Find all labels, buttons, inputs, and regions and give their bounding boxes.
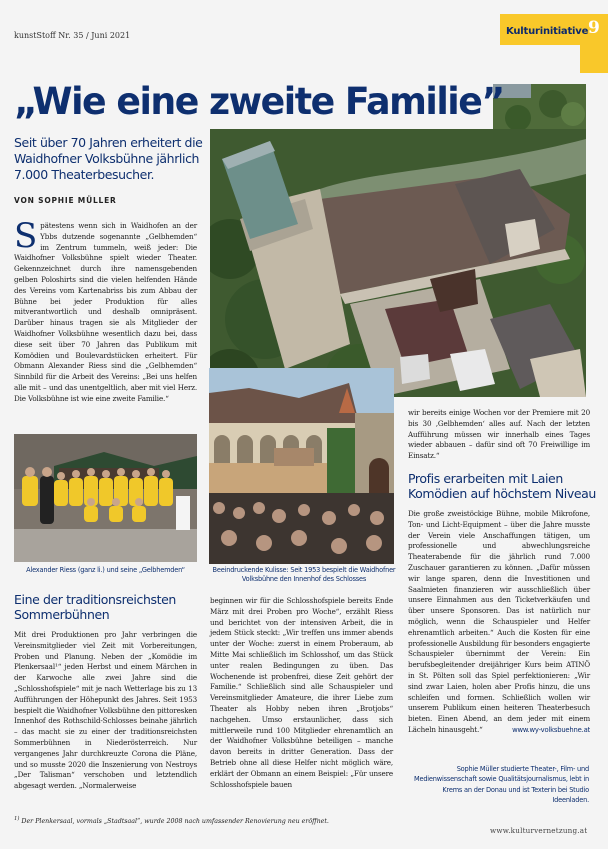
- article-author: VON SOPHIE MÜLLER: [14, 196, 117, 205]
- aerial-photo: [210, 129, 586, 397]
- section2-body: [408, 509, 590, 736]
- issue-info: kunstStoff Nr. 35 / Juni 2021: [14, 31, 131, 40]
- footnote-text: Der Plenkersaal, vormals „Stadtsaal“, wurde 2008 nach umfassender Renovierung neu eröffnet.: [21, 818, 329, 826]
- drop-cap: S: [14, 216, 38, 256]
- courtyard-photo-caption: Beeindruckende Kulisse: Seit 1953 bespielt die Waidhofner Volksbühne den Innenhof des Schlosses: [212, 566, 396, 583]
- courtyard-photo: [209, 368, 394, 564]
- courtyard-photo-graphic: [209, 368, 394, 564]
- footnote: [14, 816, 329, 825]
- group-photo: [14, 434, 197, 562]
- aerial-photo-graphic: [210, 129, 586, 397]
- section1-heading: Eine der traditionsreichsten Sommerbühnen: [14, 592, 176, 622]
- article-lead: Seit über 70 Jahren erheitert die Waidhofner Volksbühne jährlich 7.000 Theaterbesucher.: [14, 135, 203, 182]
- section2-text: Die große zweistöckige Bühne, mobile Mikrofone, Ton- und Licht-Equipment – über die Jahre musste der Verein viele Anschaffungen tätigen, um professionelle und abwechlungsreiche Theaterabende für die jährlich rund 7.000 Zuschauer garantieren zu können. „Dafür müssen wir lange sparen, denn die Investitionen und Saalmieten finanzieren wir ausschließlich über unsere Einnahmen aus den Ticketverkäufen und über unsere Sponsoren. Das ist natürlich nur möglich, wenn die Schauspieler und Helfer ehrenamtlich arbeiten.“ Auch die Kosten für eine professionelle Ausbildung für besonders engagierte Schauspieler übernimmt der Verein: Ein berufsbegleitender dreijähriger Kurs beim ATINÖ in St. Pölten soll das Spiel perfektionieren: „Wir sind zwar Laien, holen aber Profis hinzu, die uns schleifen und formen. Schließlich wollen wir unserem Publikum einen heiteren Theaterbesuch bieten. Einen Abend, an dem jeder mit einem Lächeln hinausgeht.“: [408, 509, 590, 734]
- intro-paragraph: [14, 216, 197, 405]
- article-title: „Wie eine zweite Familie”: [14, 80, 504, 123]
- section1-column2: beginnen wir für die Schlosshofspiele bereits Ende März mit drei Proben pro Woche“, erzählt Riess und berichtet von der intensiven Arbeit, die in jedem Stück steckt: „Wir treffen uns immer abends unter der Woche: zuerst in einem Proberaum, ab Mitte Mai schließlich im Schlosshof, um das Stück unter realen Bedingungen zu üben. Das Wochenende ist probenfrei, diese Zeit gehört der Familie.“ Schließlich sind alle Schauspieler und Vereinsmitglieder Amateure, die ihrer Liebe zum Theater als Hobby neben ihren „Brotjobs“ nachgehen. Umso erstaunlicher, dass sich mittlerweile rund 100 Mitglieder ehrenamtlich an der Waidhofner Volksbühne beteiligen – manche davon bereits in dritter Generation. Dass der Betrieb ohne all diese Helfer nicht möglich wäre, erklärt der Obmann an einem Beispiel: „Für unsere Schlosshofspiele bauen: [210, 596, 393, 789]
- page-number: 9: [588, 18, 600, 38]
- group-photo-caption: Alexander Riess (ganz li.) und seine „Gelbhemden“: [26, 566, 185, 574]
- section1-column3: wir bereits einige Wochen vor der Premiere mit 20 bis 30 ‚Gelbhemden‘ alles auf. Nach der letzten Aufführung müssen wir innerhalb eines Tages wieder abbauen – dafür sind oft 70 Freiwillige im Einsatz.“: [408, 408, 590, 461]
- author-bio: Sophie Müller studierte Theater-, Film- und Medienwissenschaft sowie Qualitätsjournalismus, lebt in Krems an der Donau und ist Texterin bei Studio Ideenladen.: [413, 765, 589, 804]
- section2-heading: Profis erarbeiten mit Laien Komödien auf höchstem Niveau: [408, 471, 596, 501]
- group-photo-graphic: [14, 434, 197, 562]
- section1-column1: Mit drei Produktionen pro Jahr verbringen die Vereinsmitglieder viel Zeit mit Vorbereitungen, Proben und Planung. Neben der „Komödie im Plenkersaal¹“ jeden Herbst und einem Märchen in der Karwoche alle zwei Jahre sind die „Schlosshofspiele“ mit je nach Wetterlage bis zu 13 Aufführungen der Höhepunkt des Jahres. Seit 1953 bespielt die Waidhofner Volksbühne den pittoresken Innenhof des Rothschild-Schlosses beinahe jährlich – das macht sie zu einer der traditionsreichsten Sommerbühnen in Niederösterreich. Nur vergangenes Jahr durchkreuzte Corona die Pläne, und so musste 2020 die Inszenierung von Nestroys „Der Talisman“ verschoben und letztendlich abgesagt werden. „Normalerweise: [14, 630, 197, 791]
- volksbuehne-link[interactable]: www.wy-volksbuehne.at: [512, 725, 590, 734]
- aerial-photo-top-graphic: [493, 84, 586, 130]
- footer-website[interactable]: www.kulturvernetzung.at: [490, 826, 588, 835]
- aerial-photo-top: [493, 84, 586, 130]
- intro-text: pätestens wenn sich in Waidhofen an der Ybbs dutzende sogenannte „Gelbhemden“ im Zentrum tummeln, weiß jeder: Die Waidhofner Volksbühne spielt wieder Theater. Gekennzeichnet durch ihre namensgebenden gelben Poloshirts sind die vielen helfenden Hände des Vereins vom Kartenabriss bis zum Abbau der Bühne bei jeder Produktion für alles mitverantwortlich und deshalb omnipräsent. Darüber hinaus tragen sie als Mitglieder der Waidhofner Volksbühne wesentlich dazu bei, dass diese seit über 70 Jahren das Publikum mit Komödien und Boulevardstücken erheitert. Für Obmann Alexander Riess sind die „Gelbhemden“ Sinnbild für die Arbeit des Vereins: „Bei uns helfen alle mit – und das unentgeltlich, aber mit viel Herz. Die Volksbühne ist wie eine zweite Familie.“: [14, 221, 197, 403]
- section-tab-extension: [580, 45, 608, 73]
- footnote-mark: 1): [14, 816, 20, 822]
- section-label: Kulturinitiative: [506, 26, 589, 37]
